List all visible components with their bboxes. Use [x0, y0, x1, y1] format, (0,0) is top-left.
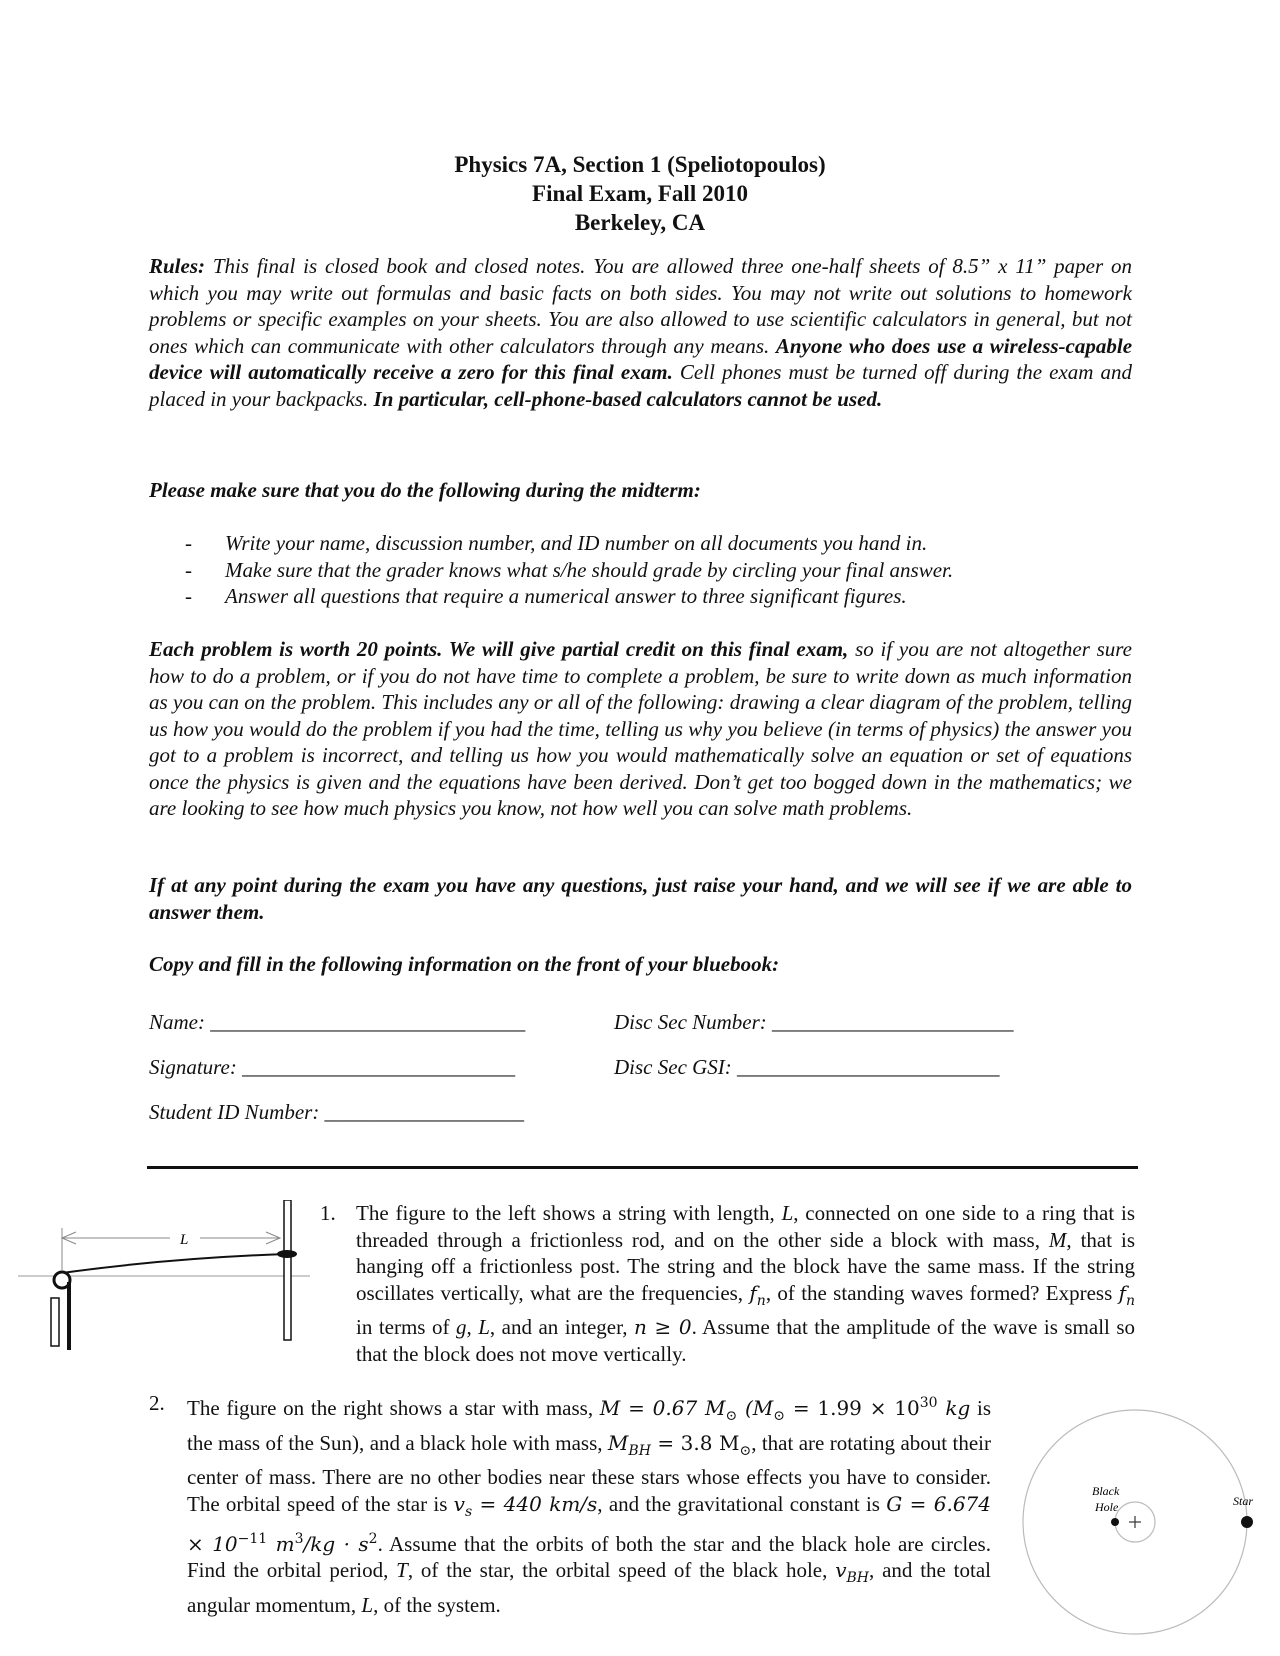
bullet-dash: -: [185, 584, 192, 608]
list-item-text: Answer all questions that require a numerical answer to three significant figures.: [225, 584, 907, 608]
p2-text-d: , and the gravitational constant is: [597, 1491, 887, 1516]
length-label: L: [180, 1232, 189, 1248]
problem-2-text: [187, 1390, 991, 1618]
black-hole: [1111, 1518, 1119, 1526]
p2-paren: (M: [737, 1396, 774, 1420]
p2-T: T: [396, 1558, 408, 1583]
bluebook-heading: Copy and fill in the following information on the front of your bluebook:: [149, 952, 780, 976]
p1-L: L: [781, 1201, 794, 1225]
p1-L-2: L: [478, 1315, 490, 1340]
p1-g: g: [455, 1315, 467, 1340]
p2-text-c: , that are rotating about their center of mass. There are no other bodies near these stars whose effects you have to consider. The orbital speed of the star is: [187, 1430, 991, 1516]
star-label: Star: [1233, 1494, 1254, 1508]
title-line-2: Final Exam, Fall 2010: [532, 181, 748, 206]
credit-text: so if you are not altogether sure how to do a problem, or if you do not have time to complete a problem, be sure to write down as much information as you can on the problem. This includes any or all of the following: drawing a clear diagram of the problem, telling us how you would do the problem if you had the time, telling us why you believe (in terms of physics) the answer you got to a problem is incorrect, and telling us how you would mathematically solve an equation or set of equations once the physics is given and the equations have been derived. Don’t get too bogged down in the mathematics; we are looking to see how much physics you know, not how well you can solve math problems.: [149, 637, 1133, 820]
p2-exp3: 3: [294, 1530, 304, 1547]
list-item: [185, 530, 953, 557]
p2-sun-mass: = 1.99 × 10: [785, 1396, 920, 1420]
p1-text-b: , connected on one side to a ring that is threaded through a frictionless rod, and on the other side a block with mass,: [356, 1201, 1135, 1252]
p1-text-g: . Assume that the amplitude of the wave is small so that the block does not move vertically.: [356, 1315, 1136, 1366]
p2-exp2: 2: [368, 1530, 378, 1547]
p1-text-a: The figure to the left shows a string with length,: [356, 1201, 782, 1225]
hanging-block: [51, 1298, 59, 1346]
p1-text-c: , that is hanging off a frictionless post. The string and the block have the same mass. If the string oscillates vertically, what are the frequencies,: [356, 1227, 1135, 1305]
rules-bold-2: In particular, cell-phone-based calculators cannot be used.: [373, 386, 883, 411]
p2-kg: kg: [937, 1396, 971, 1420]
problem-1-number: 1.: [320, 1201, 336, 1225]
bullet-dash: -: [185, 531, 192, 555]
disc-sec-number-field: Disc Sec Number: _______________________: [614, 1010, 1014, 1034]
p2-sun-sub-3: ⊙: [739, 1442, 752, 1459]
string: [62, 1254, 287, 1273]
p2-vbh: v: [835, 1558, 847, 1583]
exam-title: [0, 150, 1280, 237]
p2-text-a: The figure on the right shows a star with mass,: [187, 1396, 600, 1420]
p2-mbh: M: [607, 1430, 629, 1455]
p2-text-f: , of the star, the orbital speed of the black hole,: [407, 1558, 836, 1583]
section-divider: [147, 1166, 1138, 1169]
p2-text-g: , and the total angular momentum,: [187, 1558, 991, 1617]
problem-1-text: [356, 1200, 1135, 1367]
rules-label: Rules:: [149, 254, 206, 278]
list-item-text: Make sure that the grader knows what s/he should grade by circling your final answer.: [225, 557, 954, 582]
problem-2: [149, 1390, 991, 1617]
p2-L: L: [361, 1592, 374, 1617]
p2-s-sub: s: [464, 1504, 473, 1521]
p1-text-f: , and an integer,: [489, 1315, 634, 1340]
p1-n-cond: n ≥ 0: [634, 1315, 692, 1340]
p1-M: M: [1048, 1227, 1067, 1252]
rules-bold-1: Anyone who does use a wireless-capable device will automatically receive a zero for this final exam.: [149, 333, 1133, 384]
title-line-1: Physics 7A, Section 1 (Speliotopoulos): [454, 152, 826, 177]
hole-label: Hole: [1095, 1500, 1119, 1514]
p2-sun-sub-2: ⊙: [773, 1408, 786, 1425]
p1-text-e: in terms of: [356, 1315, 456, 1340]
rules-paragraph: [149, 253, 1132, 412]
list-item: [185, 557, 953, 584]
star: [1241, 1516, 1253, 1528]
p2-vbh-sub: BH: [846, 1570, 870, 1587]
p1-fn-2: f: [1118, 1280, 1126, 1305]
list-item: [185, 583, 953, 610]
p2-G-units: m: [267, 1531, 295, 1556]
string-ring-block-figure: [10, 1200, 320, 1360]
p1-fn-sub: n: [756, 1292, 766, 1309]
p2-text-h: , of the system.: [373, 1592, 501, 1617]
p2-sun-sub: ⊙: [725, 1408, 738, 1425]
p2-text-b: is the mass of the Sun), and a black hole with mass,: [187, 1396, 991, 1455]
problem-2-number: 2.: [149, 1391, 165, 1415]
p2-bh-sub: BH: [628, 1442, 651, 1459]
questions-note: If at any point during the exam you have any questions, just raise your hand, and we will see if we are able to answer them.: [149, 873, 1132, 924]
instructions-heading: Please make sure that you do the following during the midterm:: [149, 478, 701, 502]
instruction-list: [185, 530, 953, 610]
p1-fn-sub-2: n: [1125, 1292, 1135, 1309]
credit-paragraph: [149, 636, 1132, 822]
signature-field: Signature: __________________________: [149, 1055, 516, 1079]
p2-mass-star: M = 0.67 M: [599, 1396, 726, 1420]
p2-G: G = 6.674 × 10: [187, 1491, 991, 1556]
black-label: Black: [1092, 1484, 1120, 1498]
bullet-dash: -: [185, 557, 192, 582]
p2-exp11: −11: [237, 1530, 268, 1547]
frictionless-rod: [284, 1200, 291, 1340]
p1-text-d: , of the standing waves formed? Express: [765, 1280, 1119, 1305]
p1-fn: f: [749, 1280, 757, 1305]
binary-orbit-figure: [1010, 1395, 1275, 1650]
p2-exp30: 30: [919, 1395, 938, 1411]
student-id-field: Student ID Number: ___________________: [149, 1100, 525, 1124]
rules-text-2: Cell phones must be turned off during the exam and placed in your backpacks.: [149, 360, 1133, 411]
credit-bold: Each problem is worth 20 points. We will give partial credit on this final exam,: [149, 637, 849, 661]
rules-text-1: This final is closed book and closed notes. You are allowed three one-half sheets of 8.5” x 11” paper on which you may write out formulas and basic facts on both sides. You may not write out solutions to homework problems or specific examples on your sheets. You are also allowed to use scientific calculators in general, but not ones which can communicate with other calculators through any means.: [149, 254, 1132, 358]
p2-vs-val: = 440 km/s: [472, 1491, 598, 1516]
title-line-3: Berkeley, CA: [574, 210, 706, 235]
p2-mbh-val: = 3.8 M: [650, 1430, 740, 1455]
p2-vs: v: [453, 1491, 465, 1516]
name-field: Name: ______________________________: [149, 1010, 526, 1034]
problem-1: [320, 1200, 1136, 1366]
p1-comma: ,: [466, 1315, 479, 1340]
list-item-text: Write your name, discussion number, and ID number on all documents you hand in.: [225, 531, 928, 555]
p2-G-units2: /kg · s: [303, 1531, 369, 1556]
disc-sec-gsi-field: Disc Sec GSI: _________________________: [614, 1055, 1000, 1079]
p2-text-e: . Assume that the orbits of both the star and the black hole are circles. Find the orbital period,: [187, 1531, 991, 1583]
